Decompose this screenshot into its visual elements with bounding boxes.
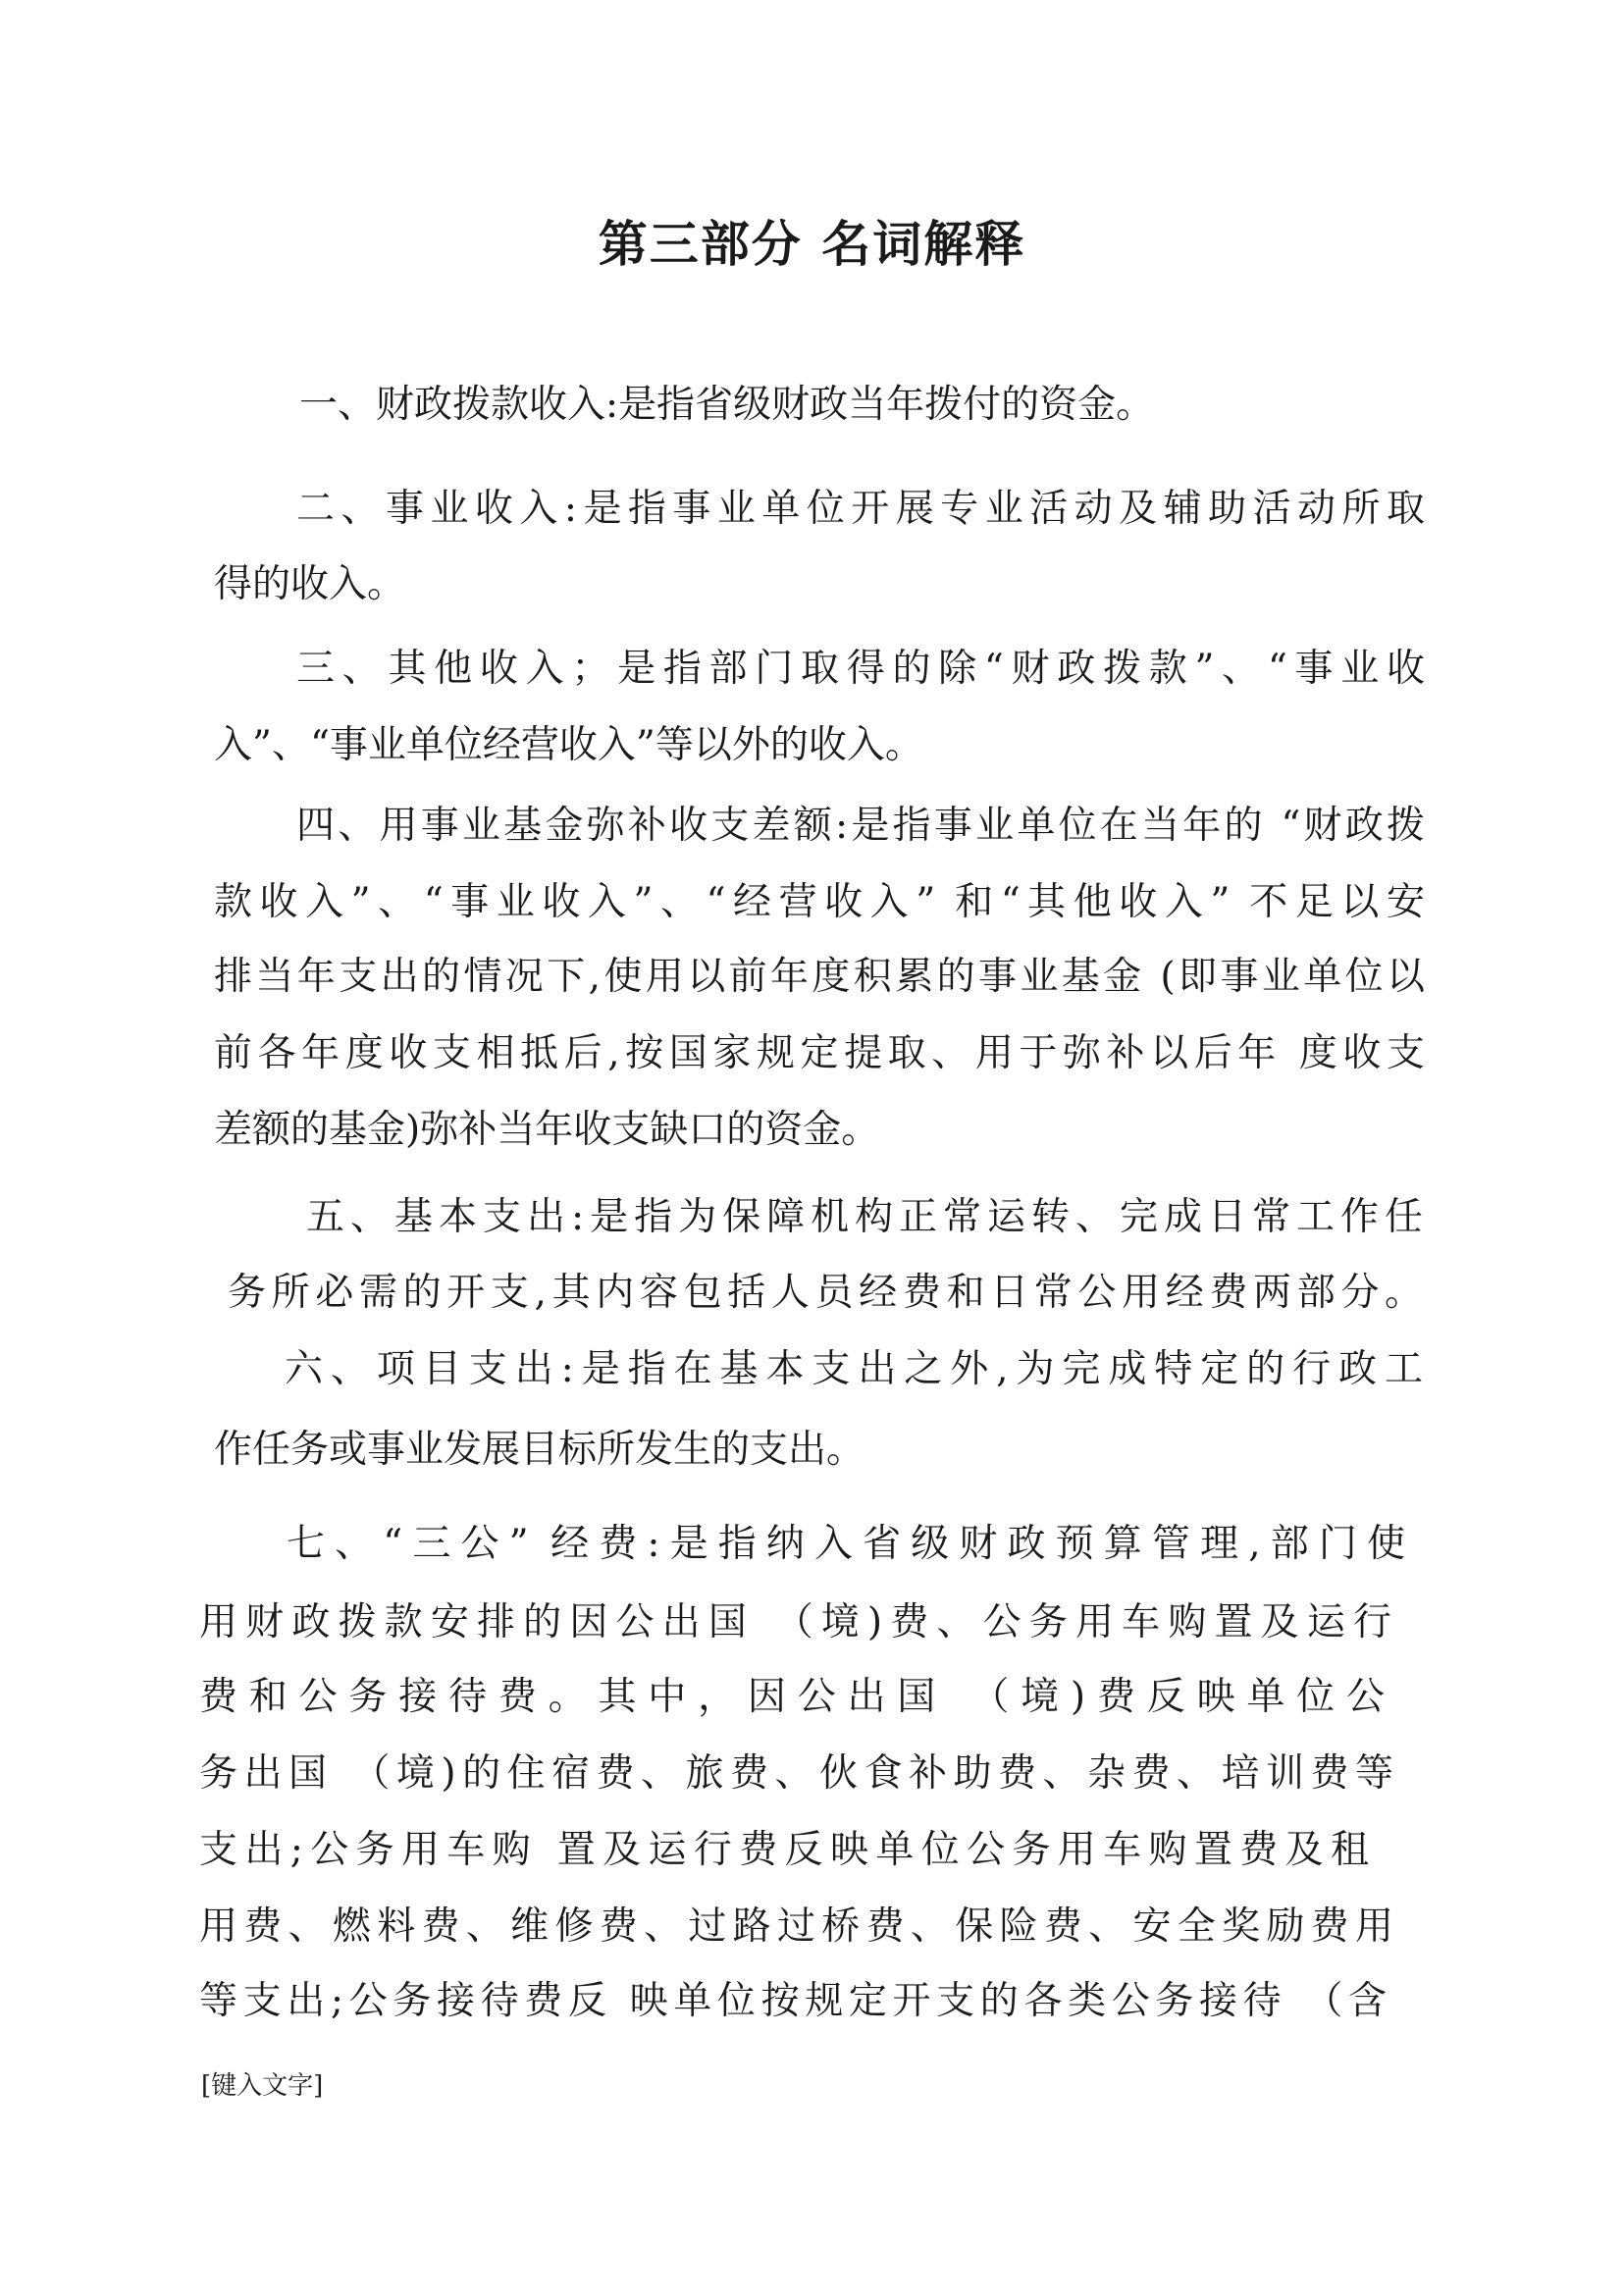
page-title: 第三部分 名词解释: [598, 216, 1026, 273]
text-line: 七、“三公” 经费:是指纳入省级财政预算管理,部门使: [287, 1522, 1405, 1566]
text-line: 款收入”、“事业收入”、“经营收入” 和“其他收入” 不足以安: [214, 880, 1425, 924]
text-line: 四、用事业基金弥补收支差额:是指事业单位在当年的 “财政拨: [296, 804, 1425, 848]
text-line: 六、项目支出:是指在基本支出之外,为完成特定的行政工: [285, 1347, 1423, 1391]
text-line: 作任务或事业发展目标所发生的支出。: [214, 1428, 865, 1472]
text-line: 得的收入。: [214, 562, 406, 606]
text-line: 二、事业收入:是指事业单位开展专业活动及辅助活动所取: [296, 487, 1425, 531]
text-line: 务所必需的开支,其内容包括人员经费和日常公用经费两部分。: [228, 1271, 1423, 1315]
text-line: 排当年支出的情况下,使用以前年度积累的事业基金 (即事业单位以: [214, 955, 1425, 999]
text-line: 务出国 （境)的住宿费、旅费、伙食补助费、杂费、培训费等: [199, 1751, 1393, 1796]
text-line: 前各年度收支相抵后,按国家规定提取、用于弥补以后年 度收支: [214, 1031, 1425, 1075]
text-line: 入”、“事业单位经营收入”等以外的收入。: [214, 723, 923, 767]
footer-placeholder: [键入文字]: [201, 2071, 324, 2101]
text-line: 五、基本支出:是指为保障机构正常运转、完成日常工作任: [306, 1195, 1423, 1239]
text-line: 一、财政拨款收入:是指省级财政当年拨付的资金。: [299, 383, 1155, 427]
text-line: 支出;公务用车购 置及运行费反映单位公务用车购置费及租: [199, 1828, 1369, 1872]
text-line: 费和公务接待费。其中，因公出国 （境)费反映单位公: [199, 1675, 1385, 1719]
text-line: 用费、燃料费、维修费、过路过桥费、保险费、安全奖励费用: [199, 1904, 1393, 1949]
text-line: 三、其他收入；是指部门取得的除“财政拨款”、“事业收: [296, 647, 1425, 691]
text-line: 用财政拨款安排的因公出国 （境)费、公务用车购置及运行: [199, 1600, 1391, 1644]
text-line: 差额的基金)弥补当年收支缺口的资金。: [214, 1108, 880, 1152]
text-line: 等支出;公务接待费反 映单位按规定开支的各类公务接待 （含: [199, 1979, 1387, 2023]
